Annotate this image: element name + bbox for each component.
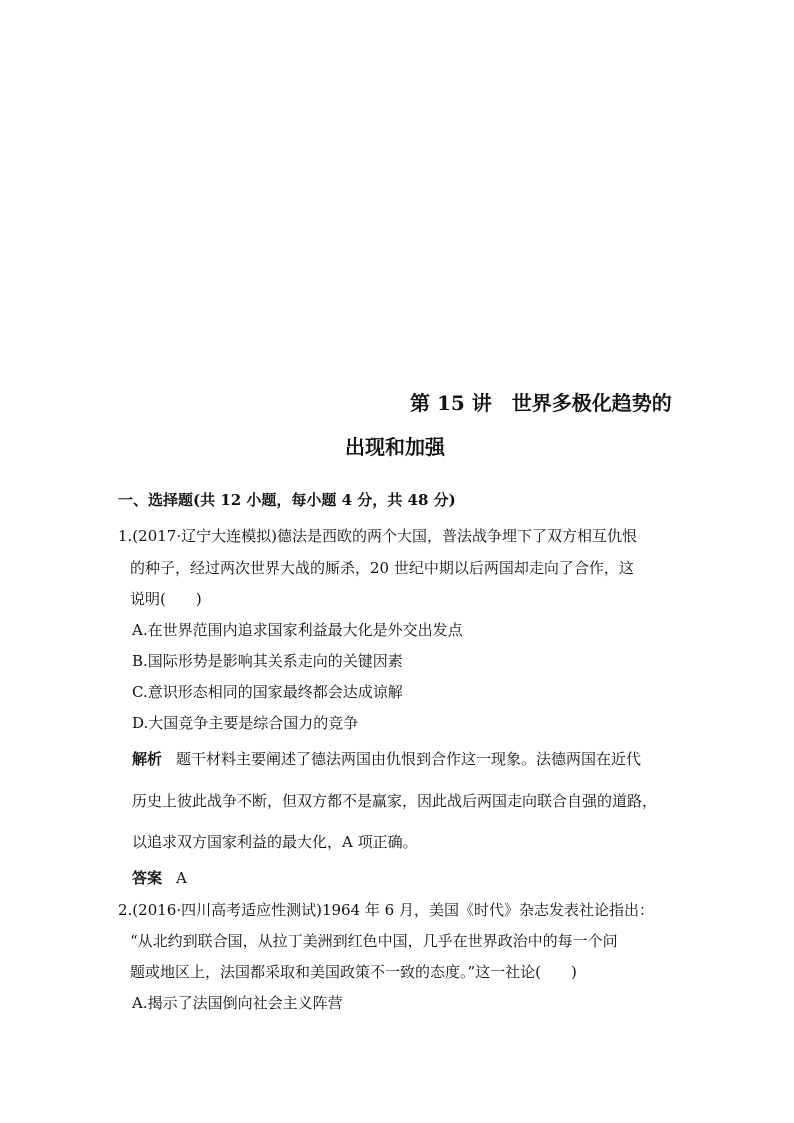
section-heading: 一、选择题(共 12 小题，每小题 4 分，共 48 分) xyxy=(118,491,456,509)
q1-stem-line2: 的种子，经过两次世界大战的厮杀，20 世纪中期以后两国却走向了合作，这 xyxy=(130,559,634,577)
q1-option-a: A.在世界范围内追求国家利益最大化是外交出发点 xyxy=(132,621,463,639)
q1-stem-line3: 说明( ) xyxy=(130,590,202,608)
q1-option-d: D.大国竞争主要是综合国力的竞争 xyxy=(132,714,359,732)
q1-analysis-line2: 历史上彼此战争不断，但双方都不是赢家，因此战后两国走向联合自强的道路， xyxy=(132,792,658,810)
q1-analysis-line1 xyxy=(132,749,641,769)
answer-value: A xyxy=(176,869,187,887)
analysis-label: 解析 xyxy=(132,750,163,768)
analysis-text: 题干材料主要阐述了德法两国由仇恨到合作这一现象。法德两国在近代 xyxy=(176,750,642,768)
q1-option-c: C.意识形态相同的国家最终都会达成谅解 xyxy=(132,683,403,701)
chapter-title-line1: 第 15 讲 世界多极化趋势的 xyxy=(410,391,672,415)
chapter-title-line2: 出现和加强 xyxy=(345,435,445,459)
answer-label: 答案 xyxy=(132,869,163,887)
q1-stem-line1: 1.(2017·辽宁大连模拟)德法是西欧的两个大国，普法战争埋下了双方相互仇恨 xyxy=(118,527,637,545)
q1-option-b: B.国际形势是影响其关系走向的关键因素 xyxy=(132,652,403,670)
q2-stem-line2: “从北约到联合国，从拉丁美洲到红色中国，几乎在世界政治中的每一个问 xyxy=(130,932,618,950)
q2-stem-line1: 2.(2016·四川高考适应性测试)1964 年 6 月，美国《时代》杂志发表社论指出： xyxy=(118,901,654,919)
q2-option-a: A.揭示了法国倒向社会主义阵营 xyxy=(132,994,343,1012)
q1-answer xyxy=(132,868,187,888)
q1-analysis-line3: 以追求双方国家利益的最大化，A 项正确。 xyxy=(132,833,418,851)
q2-stem-line3: 题或地区上，法国都采取和美国政策不一致的态度。”这一社论( ) xyxy=(130,963,577,981)
